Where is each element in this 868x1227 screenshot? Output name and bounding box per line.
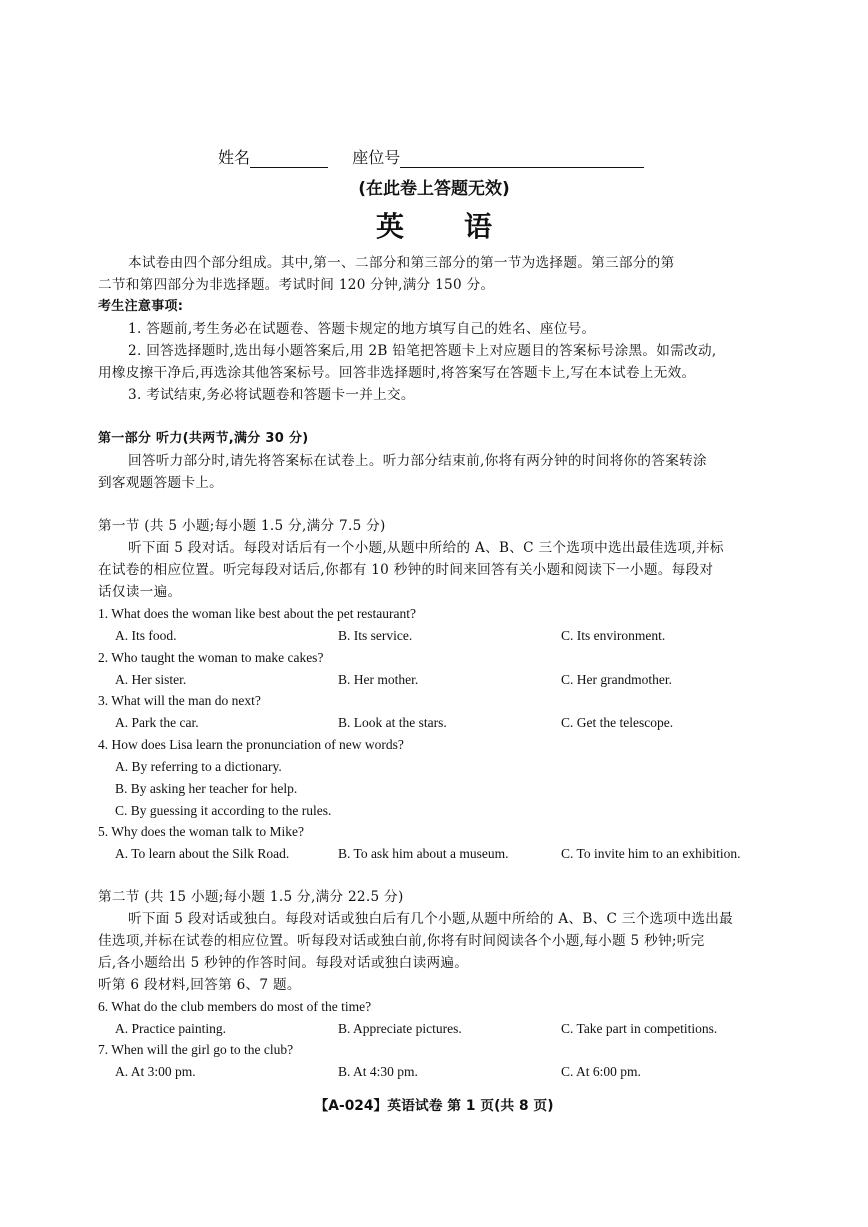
section1-desc-1: 听下面 5 段对话。每段对话后有一个小题,从题中所给的 A、B、C 三个选项中选出最佳选项,并标 (128, 540, 724, 556)
q6-option-b: B. Appreciate pictures. (338, 1021, 462, 1036)
section2-desc-1: 听下面 5 段对话或独白。每段对话或独白后有几个小题,从题中所给的 A、B、C 三个选项中选出最 (128, 911, 734, 927)
q1-option-b: B. Its service. (338, 628, 413, 643)
q4-option-a: A. By referring to a dictionary. (115, 759, 282, 774)
q6-option-a: A. Practice painting. (115, 1021, 226, 1036)
q7-option-b: B. At 4:30 pm. (338, 1064, 418, 1079)
name-seat-line (218, 148, 644, 168)
question-4: 4. How does Lisa learn the pronunciation of new words? (98, 737, 404, 752)
section1-desc-2: 在试卷的相应位置。听完每段对话后,你都有 10 秒钟的时间来回答有关小题和阅读下一小题。每段对 (98, 562, 714, 578)
part1-desc-1: 回答听力部分时,请先将答案标在试卷上。听力部分结束前,你将有两分钟的时间将你的答案转涂 (128, 453, 707, 469)
q6-option-c: C. Take part in competitions. (561, 1021, 718, 1036)
page-title: 英语 (375, 210, 552, 243)
note-2b: 用橡皮擦干净后,再选涂其他答案标号。回答非选择题时,将答案写在答题卡上,写在本试卷上无效。 (98, 365, 696, 381)
question-3: 3. What will the man do next? (98, 693, 261, 708)
section1-heading: 第一节 (共 5 小题;每小题 1.5 分,满分 7.5 分) (98, 518, 386, 534)
section1-desc-3: 话仅读一遍。 (98, 584, 182, 600)
q2-option-b: B. Her mother. (338, 672, 419, 687)
notes-heading: 考生注意事项: (98, 299, 184, 314)
q4-option-c: C. By guessing it according to the rules. (115, 803, 332, 818)
question-5: 5. Why does the woman talk to Mike? (98, 824, 304, 839)
part1-desc-2: 到客观题答题卡上。 (98, 475, 224, 491)
question-1: 1. What does the woman like best about the pet restaurant? (98, 606, 417, 621)
part1-heading: 第一部分 听力(共两节,满分 30 分) (98, 431, 309, 446)
q1-option-a: A. Its food. (115, 628, 177, 643)
note-1: 1. 答题前,考生务必在试题卷、答题卡规定的地方填写自己的姓名、座位号。 (128, 321, 596, 337)
section2-desc-3: 后,各小题给出 5 秒钟的作答时间。每段对话或独白读两遍。 (98, 955, 469, 971)
q5-option-b: B. To ask him about a museum. (338, 846, 509, 861)
question-7: 7. When will the girl go to the club? (98, 1042, 294, 1057)
intro-line-1: 本试卷由四个部分组成。其中,第一、二部分和第三部分的第一节为选择题。第三部分的第 (128, 255, 675, 271)
q7-option-a: A. At 3:00 pm. (115, 1064, 196, 1079)
q3-option-b: B. Look at the stars. (338, 715, 447, 730)
seat-blank (400, 151, 644, 168)
q7-option-c: C. At 6:00 pm. (561, 1064, 641, 1079)
q3-option-c: C. Get the telescope. (561, 715, 674, 730)
q1-option-c: C. Its environment. (561, 628, 666, 643)
name-blank (250, 151, 328, 168)
q5-option-c: C. To invite him to an exhibition. (561, 846, 741, 861)
invalid-notice: (在此卷上答题无效) (358, 179, 510, 199)
q2-option-c: C. Her grandmother. (561, 672, 672, 687)
question-2: 2. Who taught the woman to make cakes? (98, 650, 324, 665)
section2-desc-2: 佳选项,并标在试卷的相应位置。听每段对话或独白前,你将有时间阅读各个小题,每小题 5 秒钟;听完 (98, 933, 705, 949)
intro-line-2: 二节和第四部分为非选择题。考试时间 120 分钟,满分 150 分。 (98, 277, 495, 293)
page-footer: 【A-024】英语试卷 第 1 页(共 8 页) (314, 1098, 554, 1114)
q2-option-a: A. Her sister. (115, 672, 187, 687)
note-2a: 2. 回答选择题时,选出每小题答案后,用 2B 铅笔把答题卡上对应题目的答案标号涂黑。如需改动, (128, 343, 717, 359)
q5-option-a: A. To learn about the Silk Road. (115, 846, 290, 861)
name-label: 姓名 (218, 148, 251, 167)
q4-option-b: B. By asking her teacher for help. (115, 781, 298, 796)
material-6-instruction: 听第 6 段材料,回答第 6、7 题。 (98, 977, 301, 993)
q3-option-a: A. Park the car. (115, 715, 199, 730)
note-3: 3. 考试结束,务必将试题卷和答题卡一并上交。 (128, 387, 415, 403)
section2-heading: 第二节 (共 15 小题;每小题 1.5 分,满分 22.5 分) (98, 889, 404, 905)
question-6: 6. What do the club members do most of the time? (98, 999, 372, 1014)
seat-label: 座位号 (352, 148, 401, 167)
